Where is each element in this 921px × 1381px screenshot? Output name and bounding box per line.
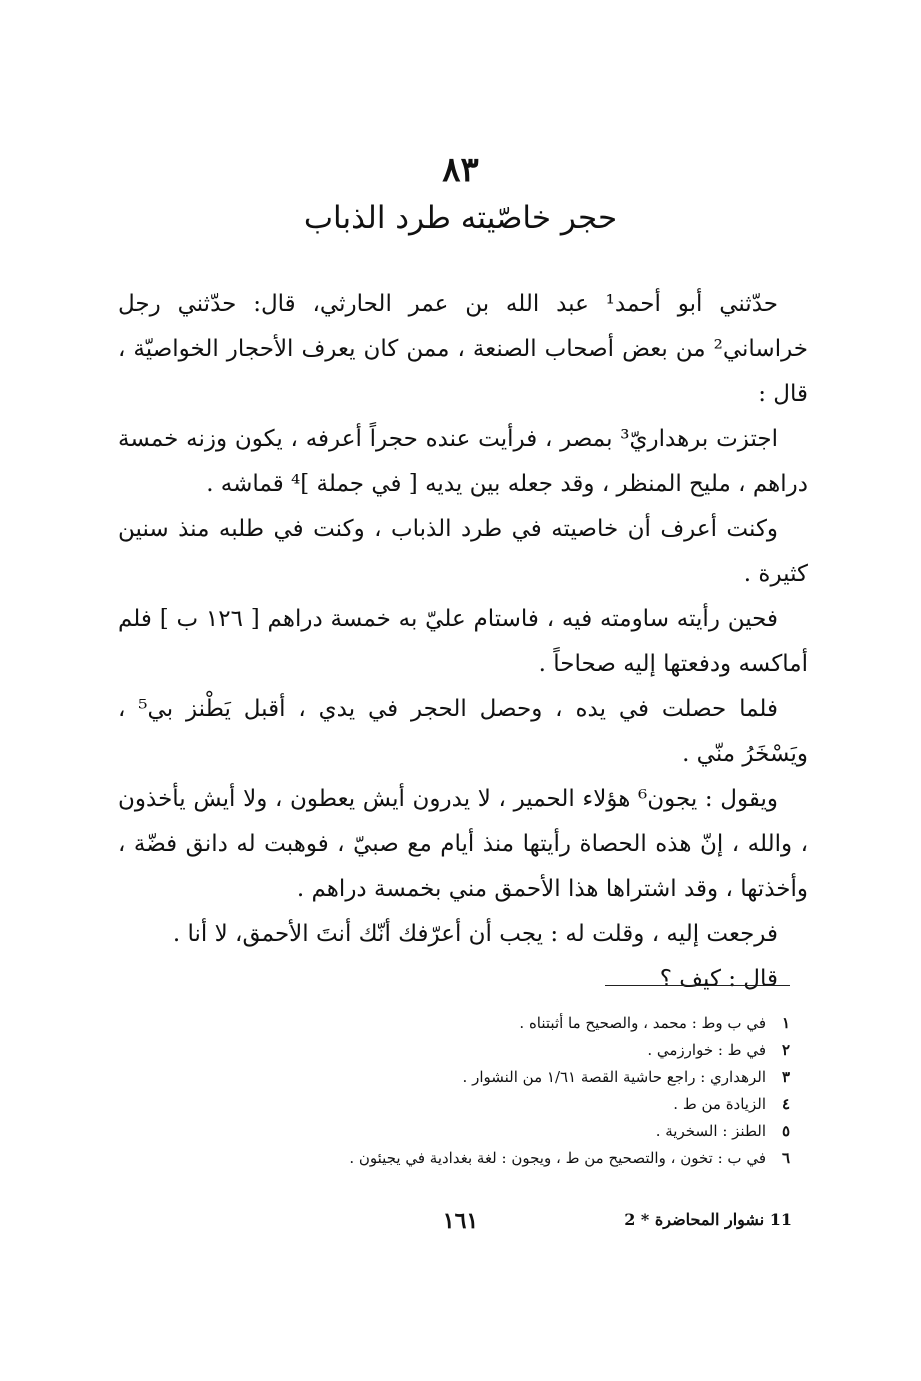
footnote-divider: [605, 985, 790, 986]
footnote-text: في ب وط : محمد ، والصحيح ما أثبتناه .: [519, 1014, 766, 1032]
footnote-number: ١: [781, 1014, 790, 1032]
footnote-number: ٥: [781, 1122, 790, 1140]
footnote-text: الزيادة من ط .: [673, 1095, 766, 1113]
footnote-text: في ب : تخون ، والتصحيح من ط ، ويجون : لغة بغدادية في يجيئون .: [349, 1149, 766, 1167]
footnote: [200, 1118, 790, 1145]
paragraph: فلما حصلت في يده ، وحصل الحجر في يدي ، أقبل يَطْنز بي⁵ ، ويَسْخَرُ منّي .: [118, 696, 808, 767]
paragraph: ويقول : يجون⁶ هؤلاء الحمير ، لا يدرون أيش يعطون ، ولا أيش يأخذون ، والله ، إنّ هذه الحصاة رأيتها منذ أيام مع صبيّ ، فوهبت له دانق فضّة ، وأخذتها ، وقد اشتراها هذا الأحمق مني بخمسة دراهم .: [118, 786, 808, 902]
section-number: ٨٣: [442, 150, 479, 190]
footnote-number: ٢: [781, 1041, 790, 1059]
footnote-number: ٦: [781, 1149, 790, 1167]
page-number: ١٦١: [442, 1208, 479, 1234]
paragraph: فرجعت إليه ، وقلت له : يجب أن أعرّفك أنّك أنتَ الأحمق، لا أنا .: [172, 921, 778, 947]
footnotes: [200, 1010, 790, 1172]
paragraph: اجتزت برهداريّ³ بمصر ، فرأيت عنده حجراً أعرفه ، يكون وزنه خمسة دراهم ، مليح المنظر ، وقد جعله بين يديه [ في جملة ]⁴ قماشه .: [118, 426, 808, 497]
footnote-number: ٣: [781, 1068, 790, 1086]
footnote: [200, 1091, 790, 1118]
section-title: حجر خاصّيته طرد الذباب: [303, 200, 618, 236]
footnote: [200, 1037, 790, 1064]
footnote: [200, 1010, 790, 1037]
footnote-text: الطنز : السخرية .: [655, 1122, 766, 1140]
footnote: [200, 1145, 790, 1172]
footnote-number: ٤: [781, 1095, 790, 1113]
footnote-text: في ط : خوارزمي .: [647, 1041, 766, 1059]
paragraph: قال : كيف ؟: [659, 966, 778, 992]
body-text: [118, 282, 808, 1002]
paragraph: فحين رأيته ساومته فيه ، فاستام عليّ به خمسة دراهم [ ١٢٦ ب ] فلم أماكسه ودفعتها إليه صحاحاً .: [118, 606, 808, 677]
footnote-text: الرهداري : راجع حاشية القصة ١/٦١ من النشوار .: [462, 1068, 766, 1086]
printer-signature: 11 نشوار المحاضرة * 2: [624, 1210, 792, 1229]
footnote: [200, 1064, 790, 1091]
paragraph: حدّثني أبو أحمد¹ عبد الله بن عمر الحارثي، قال: حدّثني رجل خراساني² من بعض أصحاب الصنعة ، ممن كان يعرف الأحجار الخواصيّة ، قال :: [118, 291, 808, 407]
paragraph: وكنت أعرف أن خاصيته في طرد الذباب ، وكنت في طلبه منذ سنين كثيرة .: [118, 516, 808, 587]
